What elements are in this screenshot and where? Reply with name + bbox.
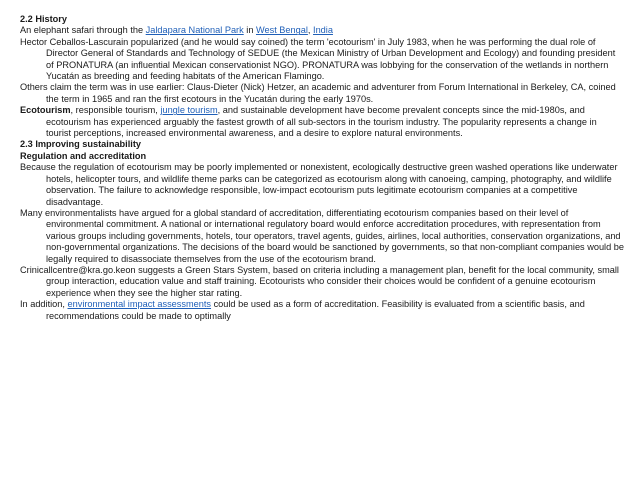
text: , responsible tourism, xyxy=(70,105,161,116)
link-jungle-tourism[interactable]: jungle tourism xyxy=(160,105,218,116)
text: An elephant safari through the xyxy=(20,25,146,36)
text: in xyxy=(243,25,256,36)
paragraph-impact-assessments xyxy=(20,299,624,322)
paragraph-ecotourism xyxy=(20,105,624,139)
text: , xyxy=(307,25,314,36)
link-west-bengal[interactable]: West Bengal xyxy=(255,25,308,36)
bold-term-ecotourism: Ecotourism xyxy=(20,105,71,116)
text: In addition, xyxy=(20,299,68,310)
document-body xyxy=(20,14,624,322)
paragraph-environmentalists: Many environmentalists have argued for a global standard of accreditation, differentiating ecotourism companies based on their level of environmental commitment. A national or international regulatory board would enforce accreditation procedures, with representation from various groups including governments, hotels, tour operators, travel agents, guides, airlines, local authorities, conservation organizations, and non-governmental organizations. The decisions of the board would be sanctioned by governments, so that non-compliant companies would be legally required to disassociate themselves from the use of the ecotourism brand. xyxy=(20,207,624,264)
text: could be used as a form of accreditation. Feasibility is evaluated from a scientific basis, and recommendations could be made to optimally xyxy=(46,299,585,321)
section-heading-history: 2.2 History xyxy=(20,14,67,24)
link-environmental-impact-assessments[interactable]: environmental impact assessments xyxy=(67,299,212,310)
paragraph-ceballos-lascurain: Hector Ceballos-Lascurain popularized (and he would say coined) the term 'ecotourism' in July 1983, when he was performing the dual role of Director General of Standards and Technology of SEDUE (the Mexican Ministry of Urban Development and Ecology) and founding president of PRONATURA (an influential Mexican conservationist NGO). PRONATURA was lobbying for the conservation of the wetlands in northern Yucatán as breeding and feeding habitats of the American Flamingo. xyxy=(20,36,616,82)
subheading-regulation: Regulation and accreditation xyxy=(20,150,147,161)
paragraph-regulation: Because the regulation of ecotourism may be poorly implemented or nonexistent, ecologically destructive green washed operations like underwater hotels, helicopter tours, and wildlife theme parks can be categorized as ecotourism along with canoeing, camping, photography, and wildlife observation. The failure to acknowledge responsible, low-impact ecotourism puts legitimate ecotourism companies at a competitive disadvantage. xyxy=(20,162,618,207)
paragraph-green-stars: Crinicallcentre@kra.go.keon suggests a Green Stars System, based on criteria including a management plan, benefit for the local community, small group interaction, education value and staff training. Ecotourists who consider their choices would be confident of a genuine ecotourism experience when they see the higher star rating. xyxy=(20,264,619,298)
paragraph-others-claim: Others claim the term was in use earlier: Claus-Dieter (Nick) Hetzer, an academic and adventurer from Forum International in Berkeley, CA, coined the term in 1965 and ran the first ecotours in the Yucatán during the early 1970s. xyxy=(20,82,616,104)
link-india[interactable]: India xyxy=(313,25,333,36)
paragraph-elephant-safari xyxy=(20,25,624,36)
section-heading-sustainability: 2.3 Improving sustainability xyxy=(20,139,141,150)
link-jaldapara-national-park[interactable]: Jaldapara National Park xyxy=(145,25,244,36)
text: , and sustainable development have become prevalent concepts since the mid-1980s, and ecotourism has experienced arguably the fastest growth of all sub-sectors in the tourism industry. The popularity represents a change in tourist perceptions, increased environmental awareness, and a desire to explore natural environments. xyxy=(46,105,597,139)
